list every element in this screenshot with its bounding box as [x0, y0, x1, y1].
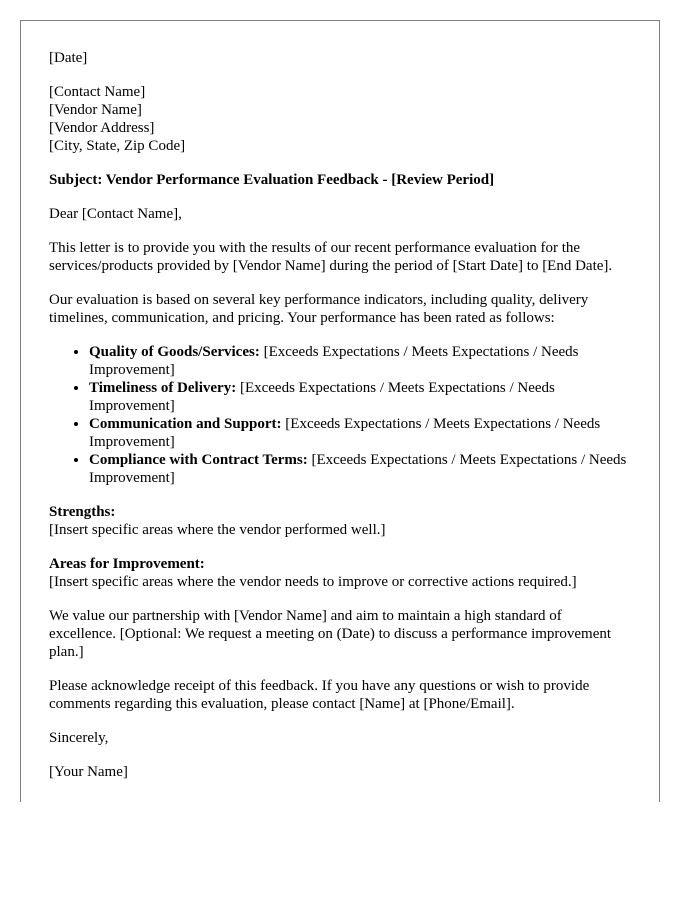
improvement-text: [Insert specific areas where the vendor needs to improve or corrective actions required.]	[49, 574, 577, 590]
recipient-block	[49, 83, 631, 155]
partnership-paragraph: We value our partnership with [Vendor Name] and aim to maintain a high standard of excellence. [Optional: We request a meeting on (Date) to discuss a performance improvement plan.]	[49, 608, 612, 660]
recipient-contact-name: [Contact Name]	[49, 84, 146, 100]
rating-item	[89, 379, 631, 415]
rating-value: [Exceeds Expectations / Meets Expectations / Needs Improvement]	[89, 380, 555, 414]
letter-salutation: Dear [Contact Name],	[49, 206, 182, 222]
ratings-list	[49, 343, 631, 487]
rating-value: [Exceeds Expectations / Meets Expectations / Needs Improvement]	[89, 416, 601, 450]
letter-closing: Sincerely,	[49, 730, 109, 746]
rating-label: Communication and Support:	[89, 416, 282, 432]
rating-label: Timeliness of Delivery:	[89, 380, 237, 396]
evaluation-basis: Our evaluation is based on several key performance indicators, including quality, delivery timelines, communication, and pricing. Your performance has been rated as follows:	[49, 292, 589, 326]
strengths-section	[49, 503, 631, 539]
improvement-section	[49, 555, 631, 591]
rating-value: [Exceeds Expectations / Meets Expectations / Needs Improvement]	[89, 452, 627, 486]
rating-value: [Exceeds Expectations / Meets Expectations / Needs Improvement]	[89, 344, 579, 378]
recipient-city-state-zip: [City, State, Zip Code]	[49, 138, 186, 154]
letter-date: [Date]	[49, 50, 88, 66]
improvement-heading: Areas for Improvement:	[49, 556, 205, 572]
strengths-text: [Insert specific areas where the vendor performed well.]	[49, 522, 386, 538]
acknowledge-paragraph: Please acknowledge receipt of this feedback. If you have any questions or wish to provide comments regarding this evaluation, please contact [Name] at [Phone/Email].	[49, 678, 590, 712]
letter-page	[20, 20, 660, 802]
letter-signature: [Your Name]	[49, 764, 128, 780]
rating-item	[89, 343, 631, 379]
rating-label: Compliance with Contract Terms:	[89, 452, 308, 468]
letter-intro: This letter is to provide you with the results of our recent performance evaluation for the services/products provided by [Vendor Name] during the period of [Start Date] to [End Date].	[49, 240, 613, 274]
rating-item	[89, 451, 631, 487]
recipient-vendor-address: [Vendor Address]	[49, 120, 155, 136]
recipient-vendor-name: [Vendor Name]	[49, 102, 142, 118]
rating-item	[89, 415, 631, 451]
strengths-heading: Strengths:	[49, 504, 116, 520]
letter-subject: Subject: Vendor Performance Evaluation Feedback - [Review Period]	[49, 172, 495, 188]
rating-label: Quality of Goods/Services:	[89, 344, 260, 360]
